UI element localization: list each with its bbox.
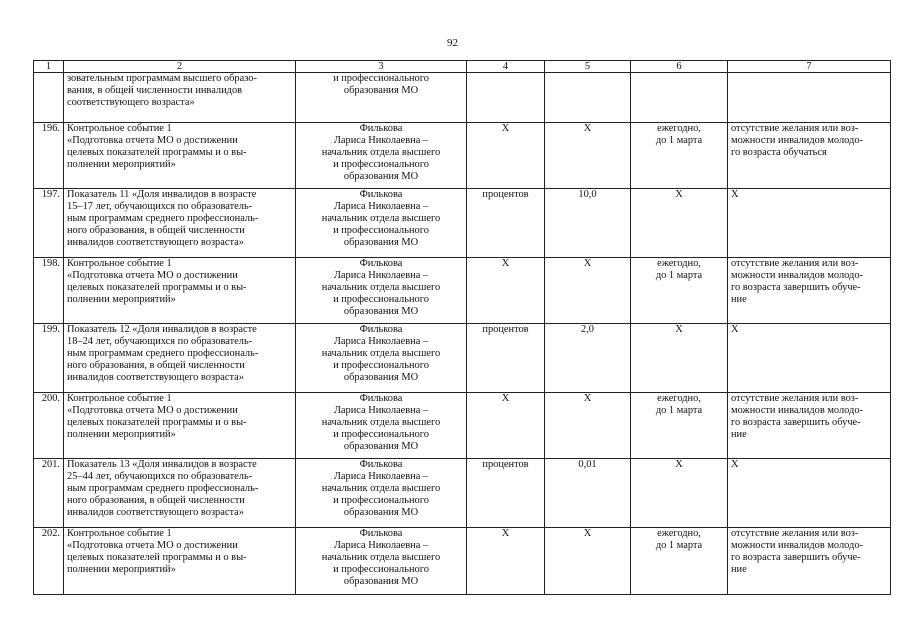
unit-cell: Х bbox=[467, 528, 545, 595]
responsible-cell: Филькова Лариса Николаевна – начальник отдела высшего и профессионального образования МО bbox=[296, 123, 467, 189]
header-cell: 2 bbox=[64, 61, 296, 73]
header-cell: 4 bbox=[467, 61, 545, 73]
description-cell: зовательным программам высшего образо- вания, в общей численности инвалидов соответствующего возраста» bbox=[64, 73, 296, 123]
responsible-cell: Филькова Лариса Николаевна – начальник отдела высшего и профессионального образования МО bbox=[296, 324, 467, 393]
unit-cell: процентов bbox=[467, 459, 545, 528]
risk-cell: Х bbox=[728, 189, 891, 258]
table-row bbox=[34, 528, 891, 595]
row-number-cell: 202. bbox=[34, 528, 64, 595]
risk-cell bbox=[728, 73, 891, 123]
value-cell bbox=[545, 73, 631, 123]
value-cell: 0,01 bbox=[545, 459, 631, 528]
value-cell: 10,0 bbox=[545, 189, 631, 258]
unit-cell: Х bbox=[467, 123, 545, 189]
deadline-cell: Х bbox=[631, 459, 728, 528]
description-cell: Контрольное событие 1 «Подготовка отчета МО о достижении целевых показателей программы и о вы- полнении мероприятий» bbox=[64, 123, 296, 189]
header-cell: 3 bbox=[296, 61, 467, 73]
plan-table bbox=[33, 60, 891, 595]
deadline-cell: Х bbox=[631, 189, 728, 258]
row-number-cell: 197. bbox=[34, 189, 64, 258]
description-cell: Контрольное событие 1 «Подготовка отчета МО о достижении целевых показателей программы и о вы- полнении мероприятий» bbox=[64, 393, 296, 459]
value-cell: Х bbox=[545, 393, 631, 459]
risk-cell: отсутствие желания или воз- можности инвалидов молодо- го возраста обучаться bbox=[728, 123, 891, 189]
deadline-cell: Х bbox=[631, 324, 728, 393]
header-cell: 6 bbox=[631, 61, 728, 73]
table-row bbox=[34, 324, 891, 393]
responsible-cell: Филькова Лариса Николаевна – начальник отдела высшего и профессионального образования МО bbox=[296, 393, 467, 459]
unit-cell: процентов bbox=[467, 324, 545, 393]
row-number-cell: 200. bbox=[34, 393, 64, 459]
description-cell: Показатель 13 «Доля инвалидов в возрасте 25–44 лет, обучающихся по образователь- ным программам среднего профессиональ- ного образования, в общей численности инвалидов соответствующего возраста» bbox=[64, 459, 296, 528]
row-number-cell bbox=[34, 73, 64, 123]
table-row bbox=[34, 393, 891, 459]
table-row bbox=[34, 123, 891, 189]
responsible-cell: и профессионального образования МО bbox=[296, 73, 467, 123]
risk-cell: отсутствие желания или воз- можности инвалидов молодо- го возраста завершить обуче- ние bbox=[728, 258, 891, 324]
deadline-cell: ежегодно, до 1 марта bbox=[631, 123, 728, 189]
header-row bbox=[34, 61, 891, 73]
responsible-cell: Филькова Лариса Николаевна – начальник отдела высшего и профессионального образования МО bbox=[296, 189, 467, 258]
description-cell: Показатель 12 «Доля инвалидов в возрасте 18–24 лет, обучающихся по образователь- ным программам среднего профессиональ- ного образования, в общей численности инвалидов соответствующего возраста» bbox=[64, 324, 296, 393]
header-cell: 1 bbox=[34, 61, 64, 73]
row-number-cell: 198. bbox=[34, 258, 64, 324]
deadline-cell: ежегодно, до 1 марта bbox=[631, 528, 728, 595]
header-cell: 7 bbox=[728, 61, 891, 73]
page-number: 92 bbox=[447, 37, 458, 49]
deadline-cell: ежегодно, до 1 марта bbox=[631, 393, 728, 459]
unit-cell: процентов bbox=[467, 189, 545, 258]
continuation-row bbox=[34, 73, 891, 123]
value-cell: Х bbox=[545, 123, 631, 189]
table-row bbox=[34, 258, 891, 324]
value-cell: Х bbox=[545, 258, 631, 324]
deadline-cell bbox=[631, 73, 728, 123]
risk-cell: отсутствие желания или воз- можности инвалидов молодо- го возраста завершить обуче- ние bbox=[728, 528, 891, 595]
header-cell: 5 bbox=[545, 61, 631, 73]
table-row bbox=[34, 189, 891, 258]
value-cell: 2,0 bbox=[545, 324, 631, 393]
unit-cell bbox=[467, 73, 545, 123]
responsible-cell: Филькова Лариса Николаевна – начальник отдела высшего и профессионального образования МО bbox=[296, 459, 467, 528]
responsible-cell: Филькова Лариса Николаевна – начальник отдела высшего и профессионального образования МО bbox=[296, 258, 467, 324]
row-number-cell: 201. bbox=[34, 459, 64, 528]
value-cell: Х bbox=[545, 528, 631, 595]
unit-cell: Х bbox=[467, 393, 545, 459]
row-number-cell: 199. bbox=[34, 324, 64, 393]
risk-cell: Х bbox=[728, 459, 891, 528]
responsible-cell: Филькова Лариса Николаевна – начальник отдела высшего и профессионального образования МО bbox=[296, 528, 467, 595]
deadline-cell: ежегодно, до 1 марта bbox=[631, 258, 728, 324]
table-row bbox=[34, 459, 891, 528]
row-number-cell: 196. bbox=[34, 123, 64, 189]
unit-cell: Х bbox=[467, 258, 545, 324]
description-cell: Контрольное событие 1 «Подготовка отчета МО о достижении целевых показателей программы и о вы- полнении мероприятий» bbox=[64, 528, 296, 595]
description-cell: Контрольное событие 1 «Подготовка отчета МО о достижении целевых показателей программы и о вы- полнении мероприятий» bbox=[64, 258, 296, 324]
risk-cell: отсутствие желания или воз- можности инвалидов молодо- го возраста завершить обуче- ние bbox=[728, 393, 891, 459]
description-cell: Показатель 11 «Доля инвалидов в возрасте 15–17 лет, обучающихся по образователь- ным программам среднего профессиональ- ного образования, в общей численности инвалидов соответствующего возраста» bbox=[64, 189, 296, 258]
risk-cell: Х bbox=[728, 324, 891, 393]
